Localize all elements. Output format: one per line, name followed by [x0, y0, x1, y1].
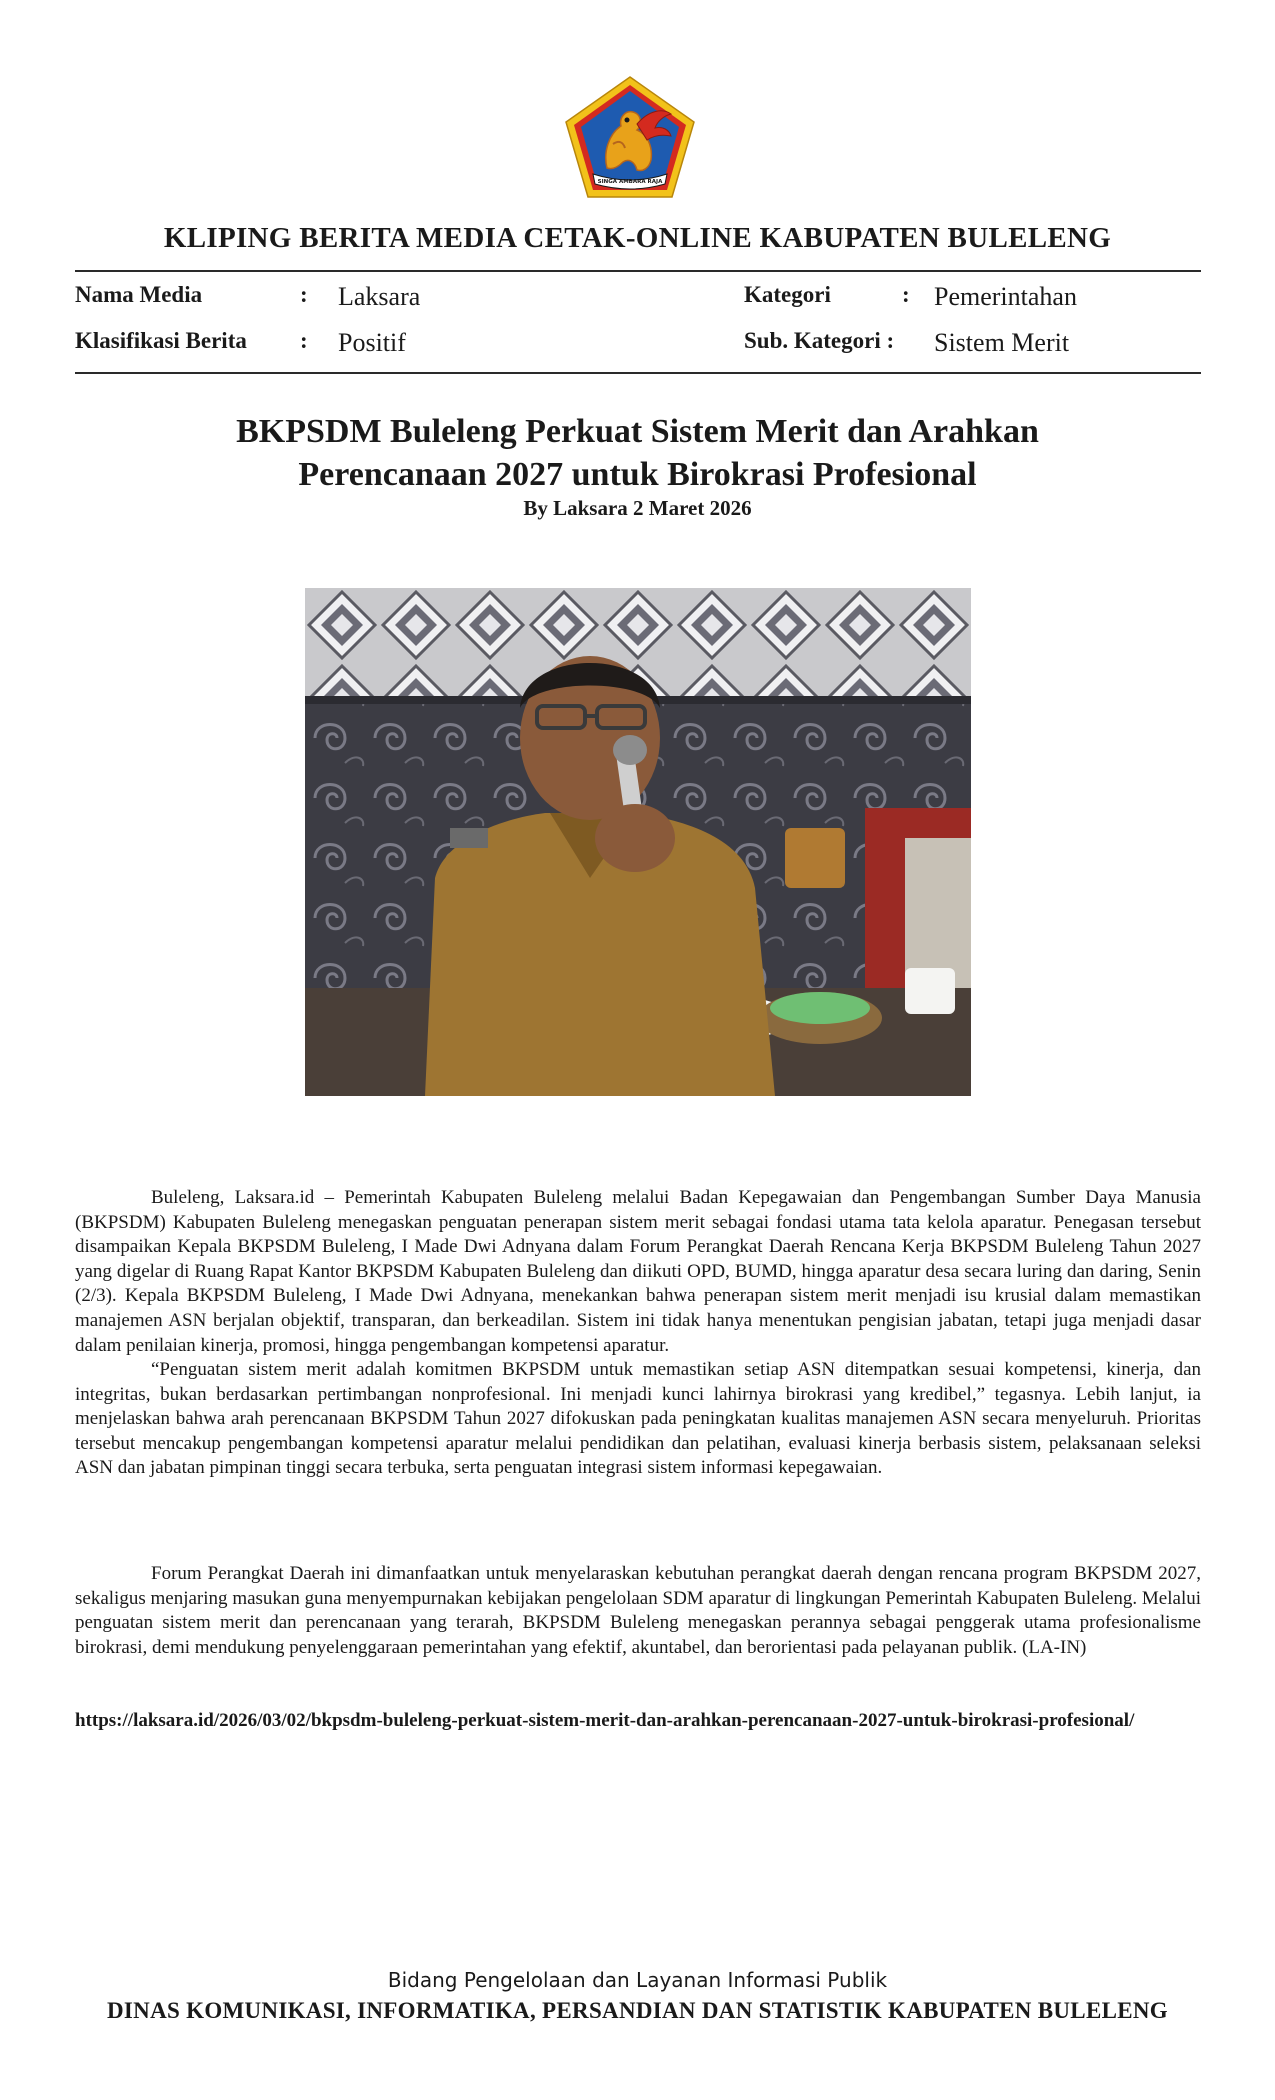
logo-motto: SINGA AMBARA RAJA: [597, 179, 663, 185]
paragraph-text: Forum Perangkat Daerah ini dimanfaatkan untuk menyelaraskan kebutuhan perangkat daerah dengan rencana program BKPSDM 2027, sekaligus menjaring masukan guna menyempurnakan kebijakan pengelolaan SDM aparatur di lingkungan Pemerintah Kabupaten Buleleng. Melalui penguatan sistem merit dan perencanaan yang terarah, BKPSDM Buleleng menegaskan perannya sebagai penggerak utama profesionalisme birokrasi, demi mendukung penyelenggaraan pemerintahan yang efektif, akuntabel, dan berorientasi pada pelayanan publik. (LA-IN): [75, 1563, 1201, 1658]
klasifikasi-berita-label: Klasifikasi Berita: [75, 328, 247, 353]
meta-colon: :: [902, 282, 910, 307]
article-headline: [150, 410, 1125, 496]
buleleng-crest-logo: [563, 74, 697, 200]
kategori-label: Kategori: [744, 282, 831, 307]
article-photo: [305, 588, 971, 1096]
footer-title: DINAS KOMUNIKASI, INFORMATIKA, PERSANDIAN DAN STATISTIK KABUPATEN BULELENG: [107, 1998, 1168, 2023]
meta-colon: :: [300, 282, 308, 307]
headline-line-2: Perencanaan 2027 untuk Birokrasi Profesional: [298, 456, 977, 493]
kategori-value: Pemerintahan: [934, 282, 1077, 311]
clipping-header-title: KLIPING BERITA MEDIA CETAK-ONLINE KABUPATEN BULELENG: [163, 222, 1112, 254]
header-divider-top: [75, 270, 1201, 272]
nama-media-label: Nama Media: [75, 282, 203, 307]
footer-subtitle: Bidang Pengelolaan dan Layanan Informasi Publik: [387, 1968, 888, 1992]
article-byline: By Laksara 2 Maret 2026: [523, 496, 752, 520]
source-url[interactable]: https://laksara.id/2026/03/02/bkpsdm-buleleng-perkuat-sistem-merit-dan-arahkan-perencanaan-2027-untuk-birokrasi-profesional/: [75, 1710, 1135, 1731]
meta-colon: :: [300, 328, 308, 353]
header-divider-bottom: [75, 372, 1201, 374]
klasifikasi-berita-value: Positif: [338, 328, 406, 357]
paragraph-text: Buleleng, Laksara.id – Pemerintah Kabupaten Buleleng melalui Badan Kepegawaian dan Pengembangan Sumber Daya Manusia (BKPSDM) Kabupaten Buleleng menegaskan penguatan penerapan sistem merit sebagai fondasi utama tata kelola aparatur. Penegasan tersebut disampaikan Kepala BKPSDM Buleleng, I Made Dwi Adnyana dalam Forum Perangkat Daerah Rencana Kerja BKPSDM Buleleng Tahun 2027 yang digelar di Ruang Rapat Kantor BKPSDM Kabupaten Buleleng dan diikuti OPD, BUMD, hingga aparatur desa secara luring dan daring, Senin (2/3). Kepala BKPSDM Buleleng, I Made Dwi Adnyana, menekankan bahwa penerapan sistem merit menjadi isu krusial dalam memastikan manajemen ASN berjalan objektif, transparan, dan berkeadilan. Sistem ini tidak hanya menentukan pengisian jabatan, tetapi juga menjadi dasar dalam penilaian kinerja, promosi, hingga pengembangan kompetensi aparatur.: [75, 1187, 1201, 1356]
paragraph-text: “Penguatan sistem merit adalah komitmen BKPSDM untuk memastikan setiap ASN ditempatkan sesuai kompetensi, kinerja, dan integritas, bukan berdasarkan pertimbangan nonprofesional. Ini menjadi kunci lahirnya birokrasi yang kredibel,” tegasnya. Lebih lanjut, ia menjelaskan bahwa arah perencanaan BKPSDM Tahun 2027 difokuskan pada peningkatan kualitas manajemen ASN secara menyeluruh. Prioritas tersebut mencakup pengembangan kompetensi aparatur melalui pendidikan dan pelatihan, evaluasi kinerja berbasis sistem, pelaksanaan seleksi ASN dan jabatan pimpinan tinggi secara terbuka, serta penguatan integrasi sistem informasi kepegawaian.: [75, 1359, 1201, 1479]
article-paragraph: [75, 1186, 1201, 1358]
nama-media-value: Laksara: [338, 282, 421, 311]
headline-line-1: BKPSDM Buleleng Perkuat Sistem Merit dan Arahkan: [236, 413, 1039, 450]
sub-kategori-value: Sistem Merit: [934, 328, 1070, 357]
sub-kategori-label: Sub. Kategori :: [744, 328, 895, 353]
article-paragraph: [75, 1358, 1201, 1481]
article-paragraph: [75, 1562, 1201, 1660]
